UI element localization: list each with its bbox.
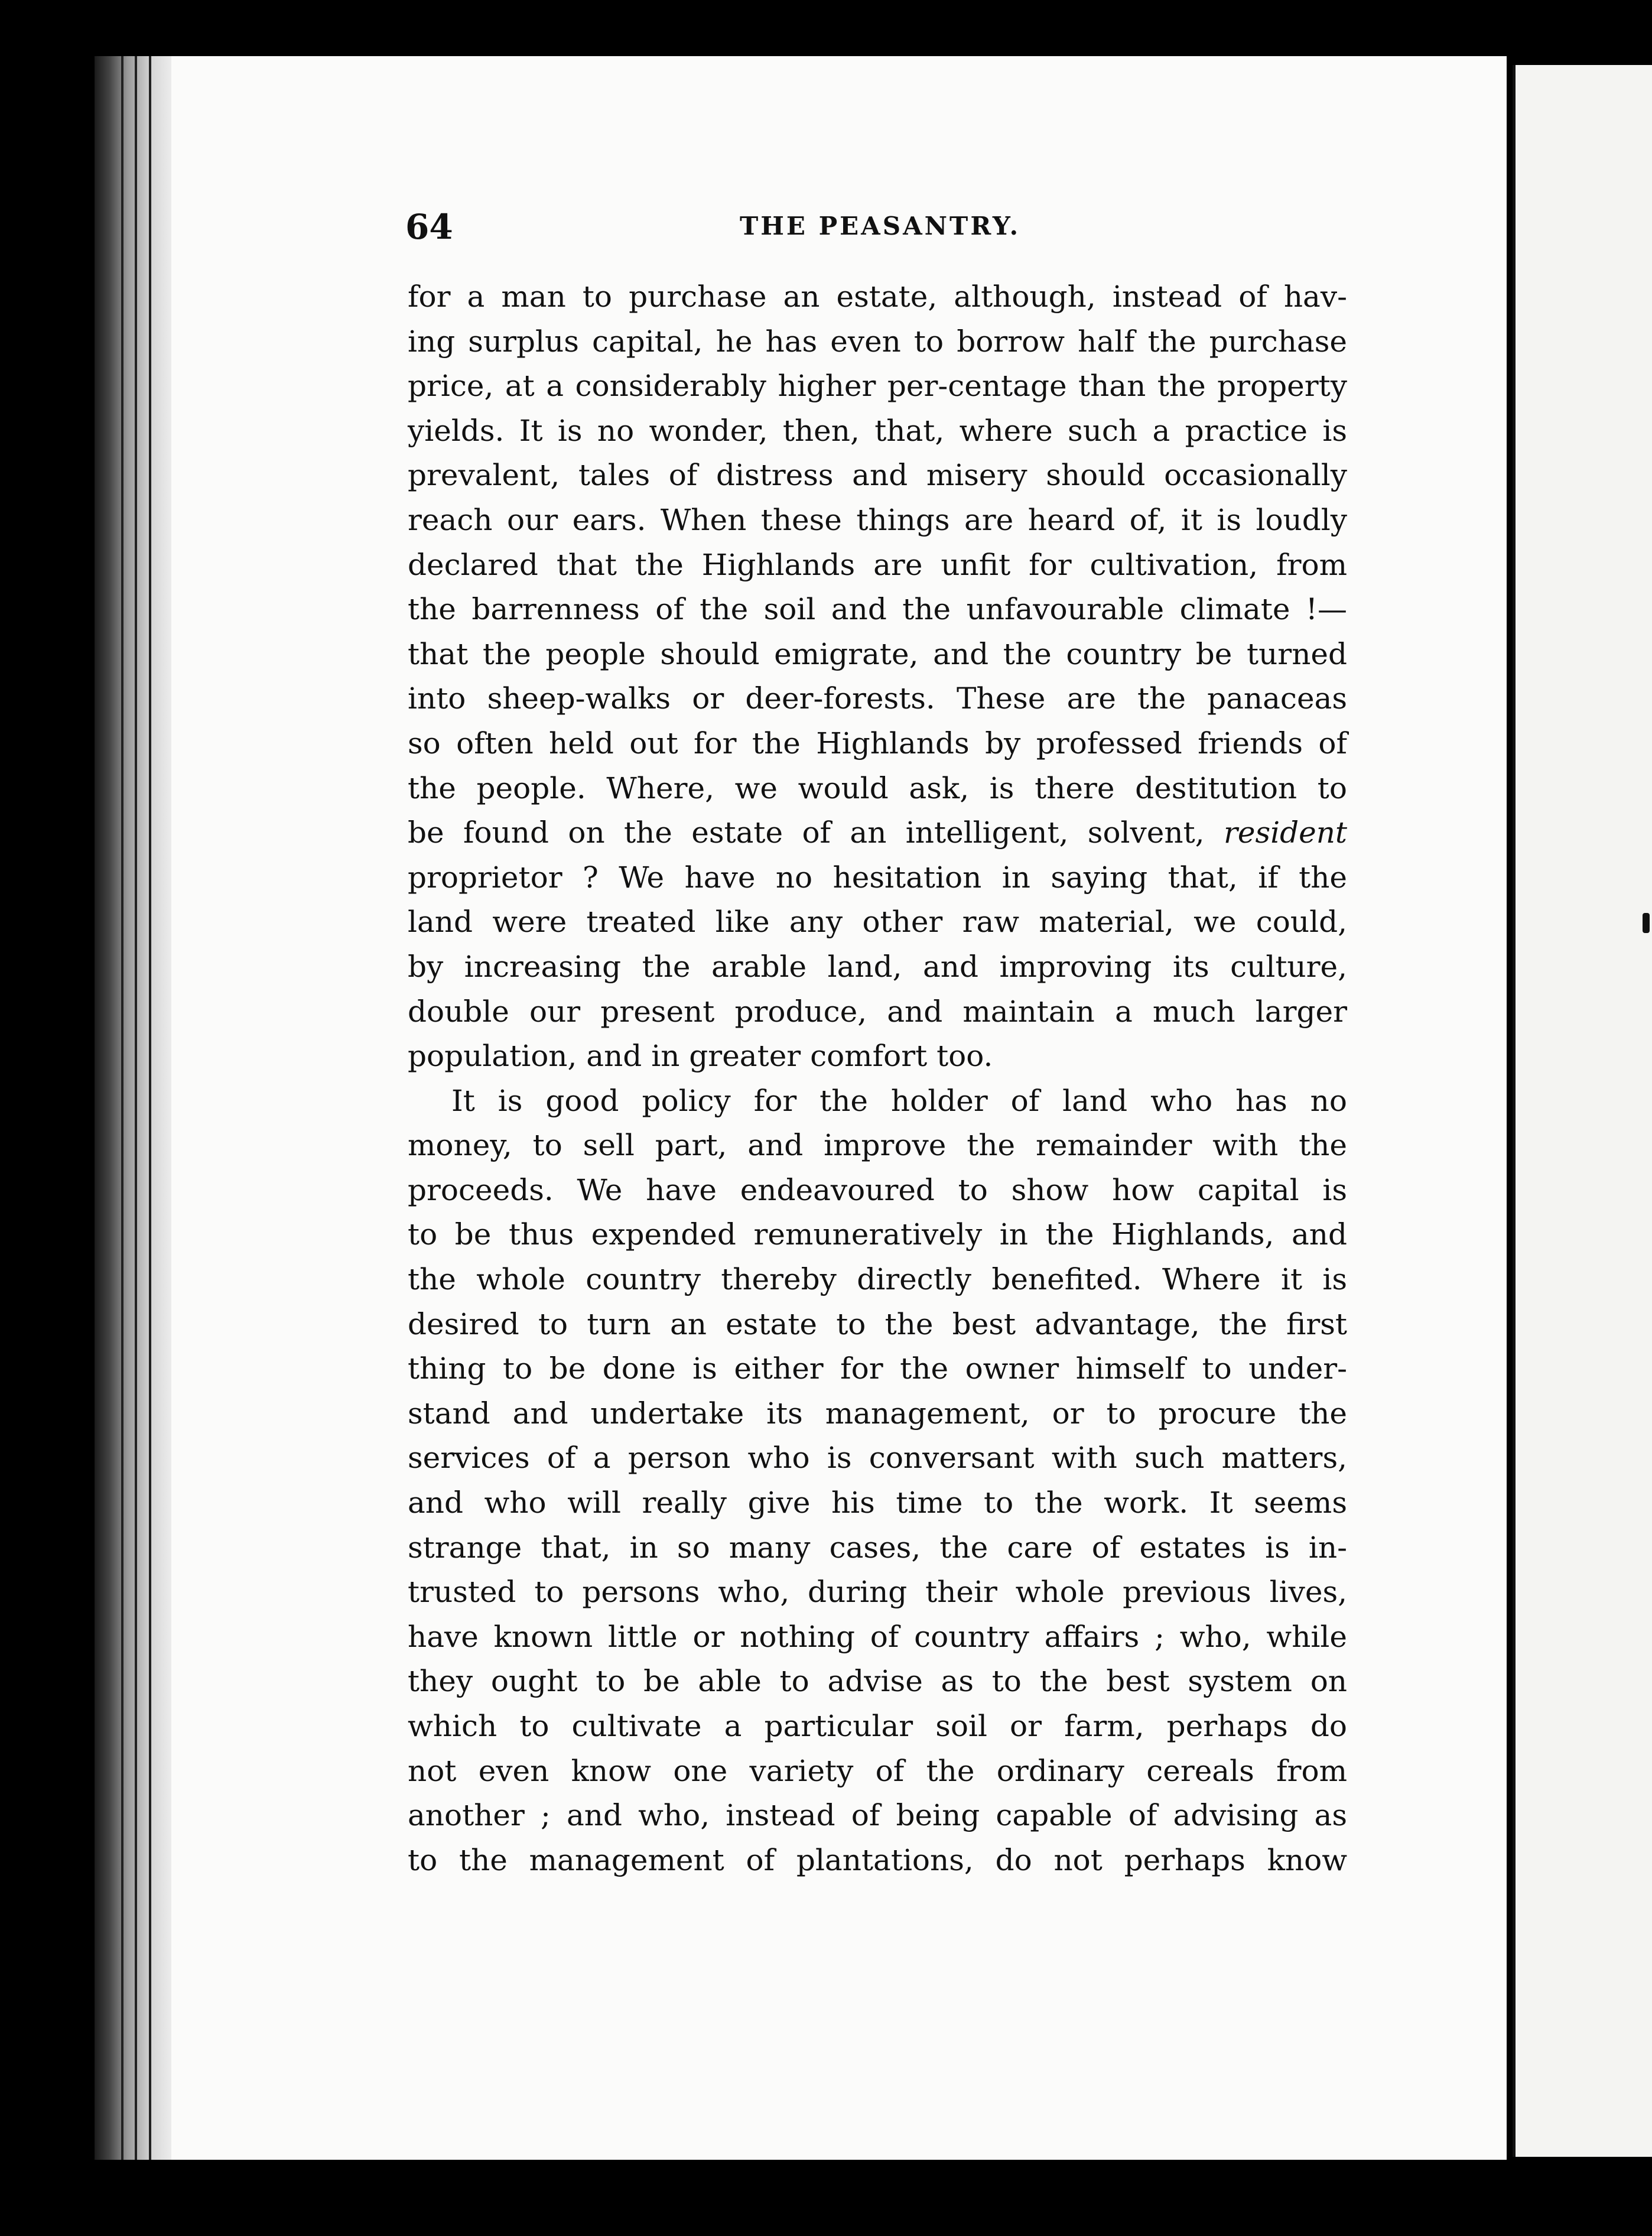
text-line: declared that the Highlands are unfit for cultivation, from (408, 547, 1347, 582)
text-line: proprietor ? We have no hesitation in saying that, if the (408, 860, 1347, 895)
text-segment: be found on the estate of an intelligent, solvent, (408, 815, 1205, 850)
text-line-with-italic (408, 811, 1347, 856)
text-line: have known little or nothing of country affairs ; who, while (408, 1619, 1347, 1654)
text-line: thing to be done is either for the owner himself to under- (408, 1351, 1347, 1386)
text-line: which to cultivate a particular soil or farm, perhaps do (408, 1709, 1347, 1743)
page-edge-line (149, 56, 151, 2160)
text-line: It is good policy for the holder of land who has no (451, 1083, 1347, 1118)
text-line: money, to sell part, and improve the remainder with the (408, 1128, 1347, 1163)
page-edge-line (135, 56, 137, 2160)
adjacent-page-edge (1513, 65, 1652, 2157)
text-line: land were treated like any other raw material, we could, (408, 905, 1347, 940)
page-number: 64 (405, 207, 453, 247)
text-line: yields. It is no wonder, then, that, where such a practice is (408, 413, 1347, 448)
text-line: the whole country thereby directly benefited. Where it is (408, 1262, 1347, 1297)
text-line: by increasing the arable land, and improving its culture, (408, 949, 1347, 984)
text-line: prevalent, tales of distress and misery should occasionally (408, 458, 1347, 493)
text-line: price, at a considerably higher per-centage than the property (408, 369, 1347, 404)
page-edge-line (121, 56, 123, 2160)
text-line: desired to turn an estate to the best advantage, the first (408, 1306, 1347, 1341)
text-line: reach our ears. When these things are heard of, it is loudly (408, 502, 1347, 537)
text-line: not even know one variety of the ordinary cereals from (408, 1753, 1347, 1788)
text-line: population, and in greater comfort too. (408, 1039, 993, 1074)
text-line: so often held out for the Highlands by professed friends of (408, 726, 1347, 760)
running-title: THE PEASANTRY. (740, 212, 1021, 240)
text-line: that the people should emigrate, and the country be turned (408, 636, 1347, 671)
running-head (405, 207, 1351, 254)
text-line: the barrenness of the soil and the unfavourable climate !— (408, 592, 1347, 627)
text-line: to be thus expended remuneratively in the Highlands, and (408, 1217, 1347, 1252)
text-line: another ; and who, instead of being capable of advising as (408, 1798, 1347, 1833)
text-line: services of a person who is conversant with such matters, (408, 1441, 1347, 1476)
text-line: for a man to purchase an estate, although, instead of hav- (408, 280, 1347, 314)
text-line: trusted to persons who, during their whole previous lives, (408, 1575, 1347, 1610)
text-line: double our present produce, and maintain a much larger (408, 994, 1347, 1029)
text-line: the people. Where, we would ask, is there destitution to (408, 771, 1347, 805)
body-text (408, 275, 1347, 1883)
text-line: strange that, in so many cases, the care of estates is in- (408, 1530, 1347, 1565)
text-line: into sheep-walks or deer-forests. These are the panaceas (408, 681, 1347, 716)
text-line: and who will really give his time to the work. It seems (408, 1486, 1347, 1520)
italic-word: resident (1223, 815, 1347, 850)
text-line: they ought to be able to advise as to the best system on (408, 1664, 1347, 1699)
text-line: to the management of plantations, do not perhaps know (408, 1842, 1347, 1877)
text-line: ing surplus capital, he has even to borrow half the purchase (408, 324, 1347, 359)
text-line: stand and undertake its management, or to procure the (408, 1396, 1347, 1431)
adjacent-page-mark (1643, 913, 1650, 933)
text-line: proceeds. We have endeavoured to show how capital is (408, 1172, 1347, 1207)
